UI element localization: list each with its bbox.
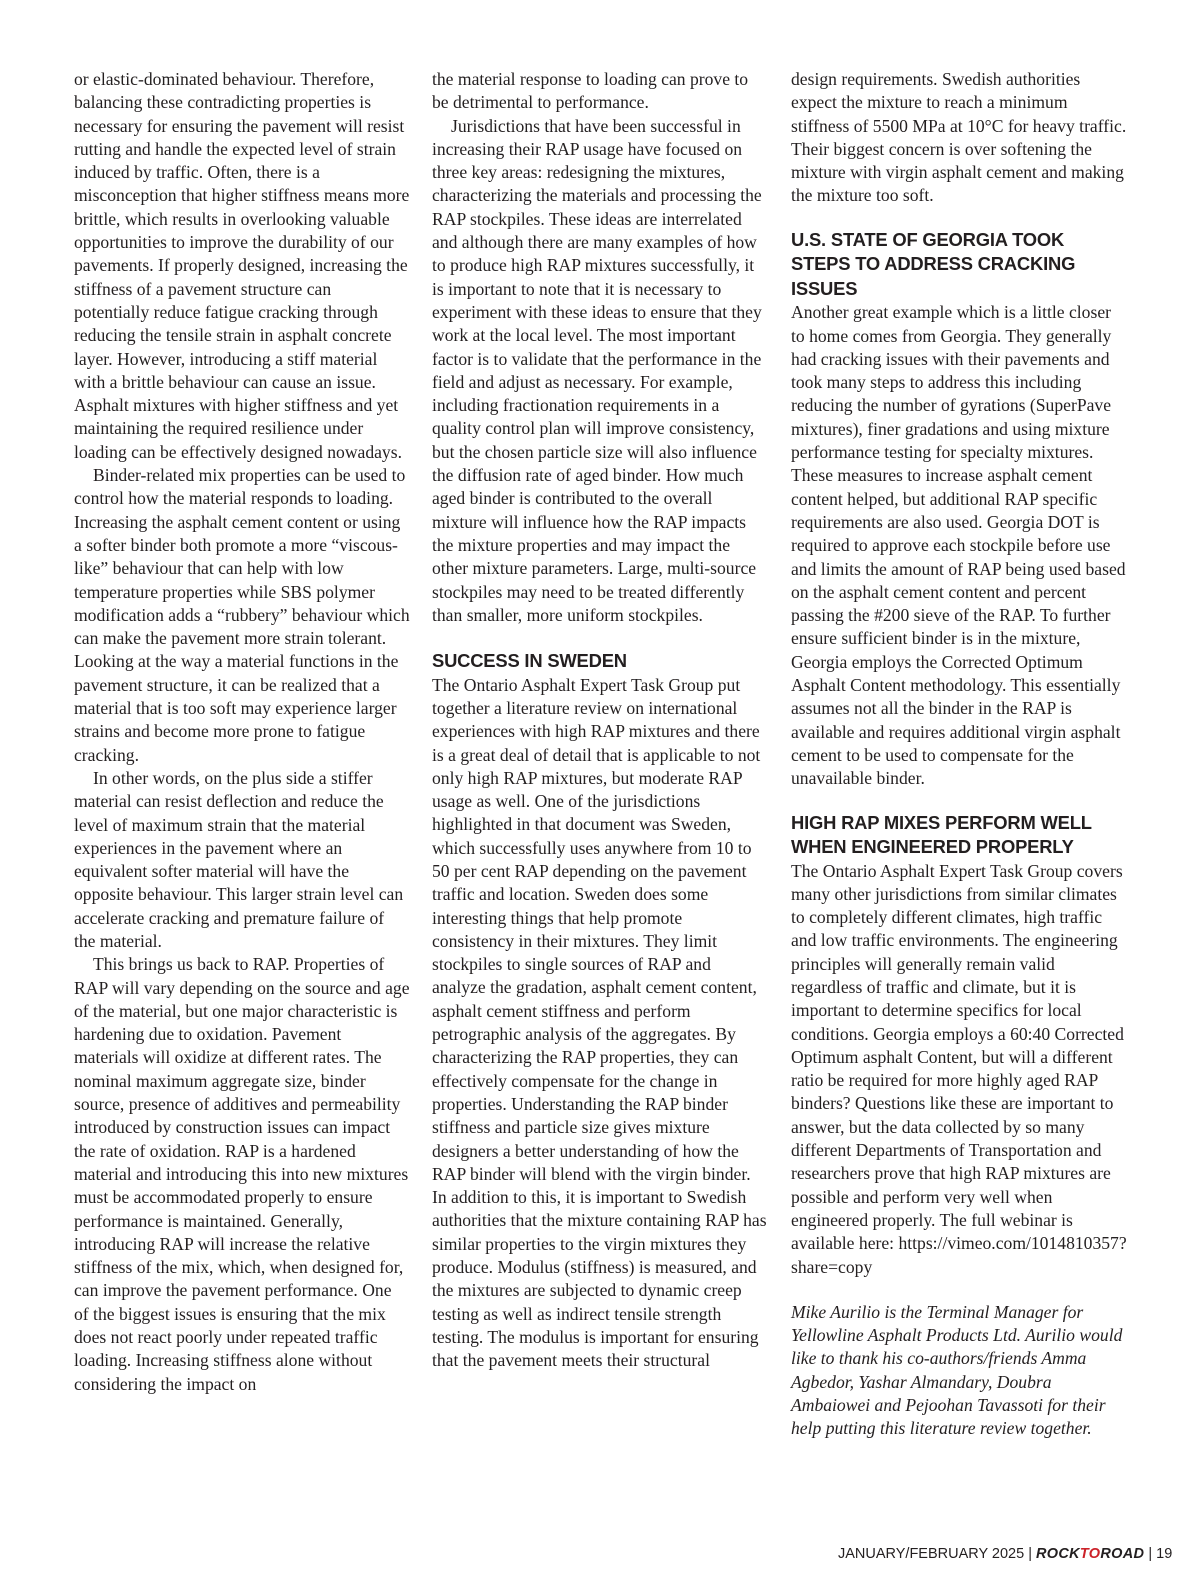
article-column-2	[432, 68, 768, 1373]
paragraph: Jurisdictions that have been successful in increasing their RAP usage have focused on three key areas: redesigning the mixtures, characterizing the materials and processing the RAP stockpiles. These ideas are interrelated and although there are many examples of how to produce high RAP mixtures successfully, it is important to note that it is necessary to experiment with these ideas to ensure that they work at the local level. The most important factor is to validate that the performance in the field and adjust as necessary. For example, including fractionation requirements in a quality control plan will improve consistency, but the chosen particle size will also influence the diffusion rate of aged binder. How much aged binder is contributed to the overall mixture will influence how the RAP impacts the mixture properties and may impact the other mixture parameters. Large, multi-source stockpiles may need to be treated differently than smaller, more uniform stockpiles.	[432, 115, 762, 625]
section-heading-high-rap: HIGH RAP MIXES PERFORM WELL WHEN ENGINEERED PROPERLY	[791, 811, 1092, 858]
paragraph: Another great example which is a little closer to home comes from Georgia. They generally had cracking issues with their pavements and took many steps to address this including reducing the number of gyrations (SuperPave mixtures), finer gradations and using mixture performance testing for specialty mixtures. These measures to increase asphalt cement content helped, but additional RAP specific requirements are also used. Georgia DOT is required to approve each stockpile before use and limits the amount of RAP being used based on the asphalt cement content and percent passing the #200 sieve of the RAP. To further ensure sufficient binder is in the mixture, Georgia employs the Corrected Optimum Asphalt Content methodology. This essentially assumes not all the binder in the RAP is available and requires additional virgin asphalt cement to be used to compensate for the unavailable binder.	[791, 302, 1126, 789]
footer-divider: |	[1148, 1546, 1157, 1562]
magazine-logo: ROCKTOROAD	[1036, 1546, 1145, 1562]
article-column-3	[791, 68, 1127, 1441]
section-heading-georgia: U.S. STATE OF GEORGIA TOOK STEPS TO ADDRESS CRACKING ISSUES	[791, 228, 1076, 299]
issue-date: JANUARY/FEBRUARY 2025	[838, 1546, 1025, 1562]
footer-divider: |	[1028, 1546, 1036, 1562]
page-footer	[838, 1544, 1173, 1564]
paragraph: the material response to loading can prove to be detrimental to performance.	[432, 69, 749, 113]
paragraph: This brings us back to RAP. Properties of RAP will vary depending on the source and age of the material, but one major characteristic is hardening due to oxidation. Pavement materials will oxidize at different rates. The nominal maximum aggregate size, binder source, presence of additives and permeability introduced by construction issues can impact the rate of oxidation. RAP is a hardened material and introducing this into new mixtures must be accommodated properly to ensure performance is maintained. Generally, introducing RAP will increase the relative stiffness of the mix, which, when designed for, can improve the pavement performance. One of the biggest issues is ensuring that the mix does not react poorly under repeated traffic loading. Increasing stiffness alone without considering the impact on	[74, 954, 410, 1394]
page-number: 19	[1156, 1546, 1173, 1562]
section-heading-sweden: SUCCESS IN SWEDEN	[432, 650, 627, 672]
paragraph: In other words, on the plus side a stiffer material can resist deflection and reduce the level of maximum strain that the material experiences in the pavement where an equivalent softer material will have the opposite behaviour. This larger strain level can accelerate cracking and premature failure of the material.	[74, 767, 404, 951]
paragraph: The Ontario Asphalt Expert Task Group put together a literature review on international experiences with high RAP mixtures and there is a great deal of detail that is applicable to not only high RAP mixtures, but moderate RAP usage as well. One of the jurisdictions highlighted in that document was Sweden, which successfully uses anywhere from 10 to 50 per cent RAP depending on the pavement traffic and location. Sweden does some interesting things that help promote consistency in their mixtures. They limit stockpiles to single sources of RAP and analyze the gradation, asphalt cement content, asphalt cement stiffness and perform petrographic analysis of the aggregates. By characterizing the RAP properties, they can effectively compensate for the change in properties. Understanding the RAP binder stiffness and particle size gives mixture designers a better understanding of how the RAP binder will blend with the virgin binder. In addition to this, it is important to Swedish authorities that the mixture containing RAP has similar properties to the virgin mixtures they produce. Modulus (stiffness) is measured, and the mixtures are subjected to dynamic creep testing as well as indirect tensile strength testing. The modulus is important for ensuring that the pavement meets their structural	[432, 674, 767, 1371]
article-column-1	[74, 68, 410, 1396]
author-bio: Mike Aurilio is the Terminal Manager for Yellowline Asphalt Products Ltd. Aurilio would like to thank his co-authors/friends Amma Agbedor, Yashar Almandary, Doubra Ambaiowei and Pejoohan Tavassoti for their help putting this literature review together.	[791, 1301, 1123, 1439]
paragraph: The Ontario Asphalt Expert Task Group covers many other jurisdictions from similar climates to completely different climates, high traffic and low traffic environments. The engineering principles will generally remain valid regardless of traffic and climate, but it is important to determine specifics for local conditions. Georgia employs a 60:40 Corrected Optimum asphalt Content, but will a different ratio be required for more highly aged RAP binders? Questions like these are important to answer, but the data collected by so many different Departments of Transportation and researchers prove that high RAP mixtures are possible and perform very well when engineered properly. The full webinar is available here: https://vimeo.com/1014810357?share=copy	[791, 860, 1127, 1277]
paragraph: Binder-related mix properties can be used to control how the material responds to loading. Increasing the asphalt cement content or using a softer binder both promote a more “viscous-like” behaviour that can help with low temperature properties while SBS polymer modification adds a “rubbery” behaviour which can make the pavement more strain tolerant. Looking at the way a material functions in the pavement structure, it can be realized that a material that is too soft may experience larger strains and become more prone to fatigue cracking.	[74, 465, 410, 765]
paragraph: design requirements. Swedish authorities expect the mixture to reach a minimum stiffness of 5500 MPa at 10°C for heavy traffic. Their biggest concern is over softening the mixture with virgin asphalt cement and making the mixture too soft.	[791, 69, 1127, 206]
paragraph: or elastic-dominated behaviour. Therefore, balancing these contradicting properties is necessary for ensuring the pavement will resist rutting and handle the expected level of strain induced by traffic. Often, there is a misconception that higher stiffness means more brittle, which results in overlooking valuable opportunities to improve the durability of our pavements. If properly designed, increasing the stiffness of a pavement structure can potentially reduce fatigue cracking through reducing the tensile strain in asphalt concrete layer. However, introducing a stiff material with a brittle behaviour can cause an issue. Asphalt mixtures with higher stiffness and yet maintaining the required resilience under loading can be effectively designed nowadays.	[74, 69, 410, 462]
